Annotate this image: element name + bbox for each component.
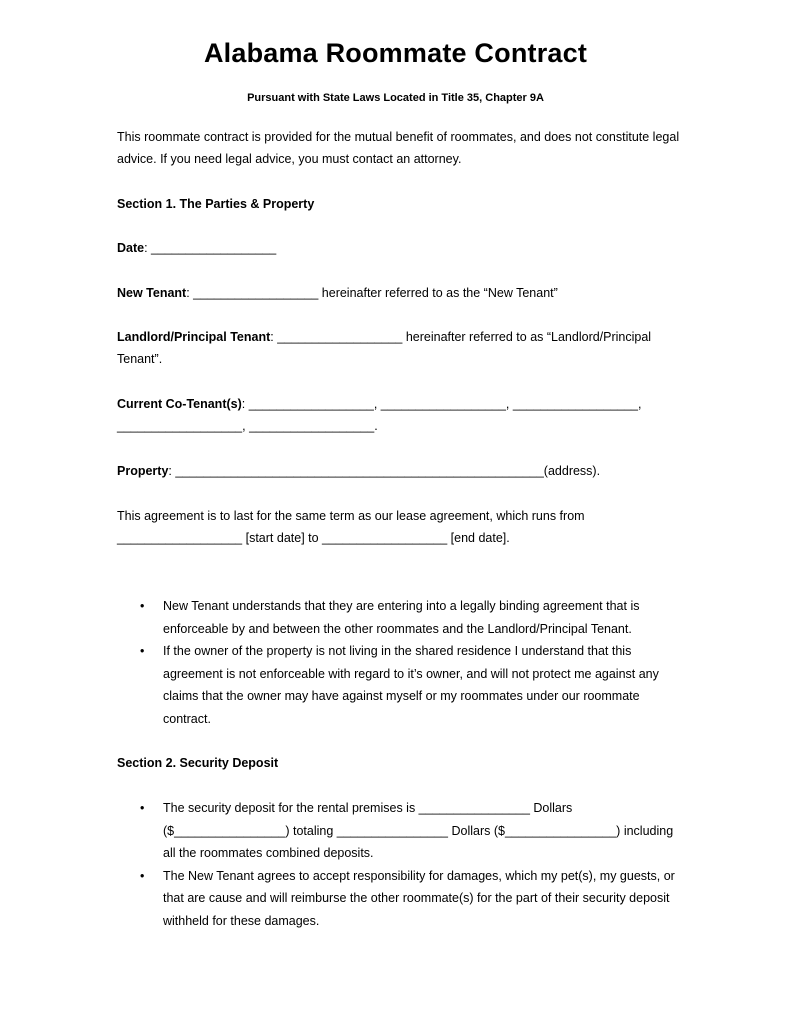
section-2-bullet-list [117,797,677,932]
new-tenant-line [117,282,687,304]
bullet-text: If the owner of the property is not living in the shared residence I understand that this agreement is not enforceable with regard to it’s owner, and will not protect me against any claims that the owner may have against myself or my roommates under our roommate contract. [163,644,659,726]
date-line [117,237,687,259]
document-subtitle: Pursuant with State Laws Located in Title 35, Chapter 9A [247,92,544,104]
landlord-label: Landlord/Principal Tenant [117,330,271,344]
section-1-bullet-list [117,595,677,730]
property-label: Property [117,464,169,478]
bullet-text: The New Tenant agrees to accept responsibility for damages, which my pet(s), my guests, or that are cause and will reimburse the other roommate(s) for the part of their security deposit withheld for these damages. [163,868,675,928]
list-item [117,797,677,865]
cotenants-blank: : __________________, __________________, __________________, __________________, __________________. [117,397,642,433]
list-item [117,865,677,933]
intro-paragraph: This roommate contract is provided for the mutual benefit of roommates, and does not constitute legal advice. If you need legal advice, you must contact an attorney. [117,130,680,166]
section-1-heading: Section 1. The Parties & Property [117,197,315,211]
bullet-text: The security deposit for the rental premises is ________________ Dollars ($________________) totaling ________________ Dollars ($________________) including all the roommates combined deposits. [163,801,674,860]
list-item [117,640,677,730]
term-paragraph: This agreement is to last for the same term as our lease agreement, which runs from __________________ [start date] to __________________ [end date]. [117,509,585,545]
new-tenant-blank: : __________________ hereinafter referred to as the “New Tenant” [186,286,558,300]
cotenants-line [117,393,672,437]
date-label: Date [117,241,145,255]
list-item [117,595,677,640]
landlord-line [117,326,682,370]
bullet-icon: • [140,868,145,883]
new-tenant-label: New Tenant [117,286,187,300]
bullet-icon: • [140,801,145,815]
bullet-icon: • [140,599,145,613]
property-blank: : _____________________________________________________(address). [168,464,601,478]
landlord-blank: : __________________ hereinafter referred to as “Landlord/Principal Tenant”. [117,330,652,366]
bullet-icon: • [140,644,145,658]
bullet-text: New Tenant understands that they are entering into a legally binding agreement that is enforceable by and between the other roommates and the Landlord/Principal Tenant. [163,599,640,636]
property-line [117,460,717,482]
cotenants-label: Current Co-Tenant(s) [117,397,242,411]
date-blank: : __________________ [144,241,277,255]
document-title: Alabama Roommate Contract [203,38,588,68]
section-2-heading: Section 2. Security Deposit [117,756,279,770]
